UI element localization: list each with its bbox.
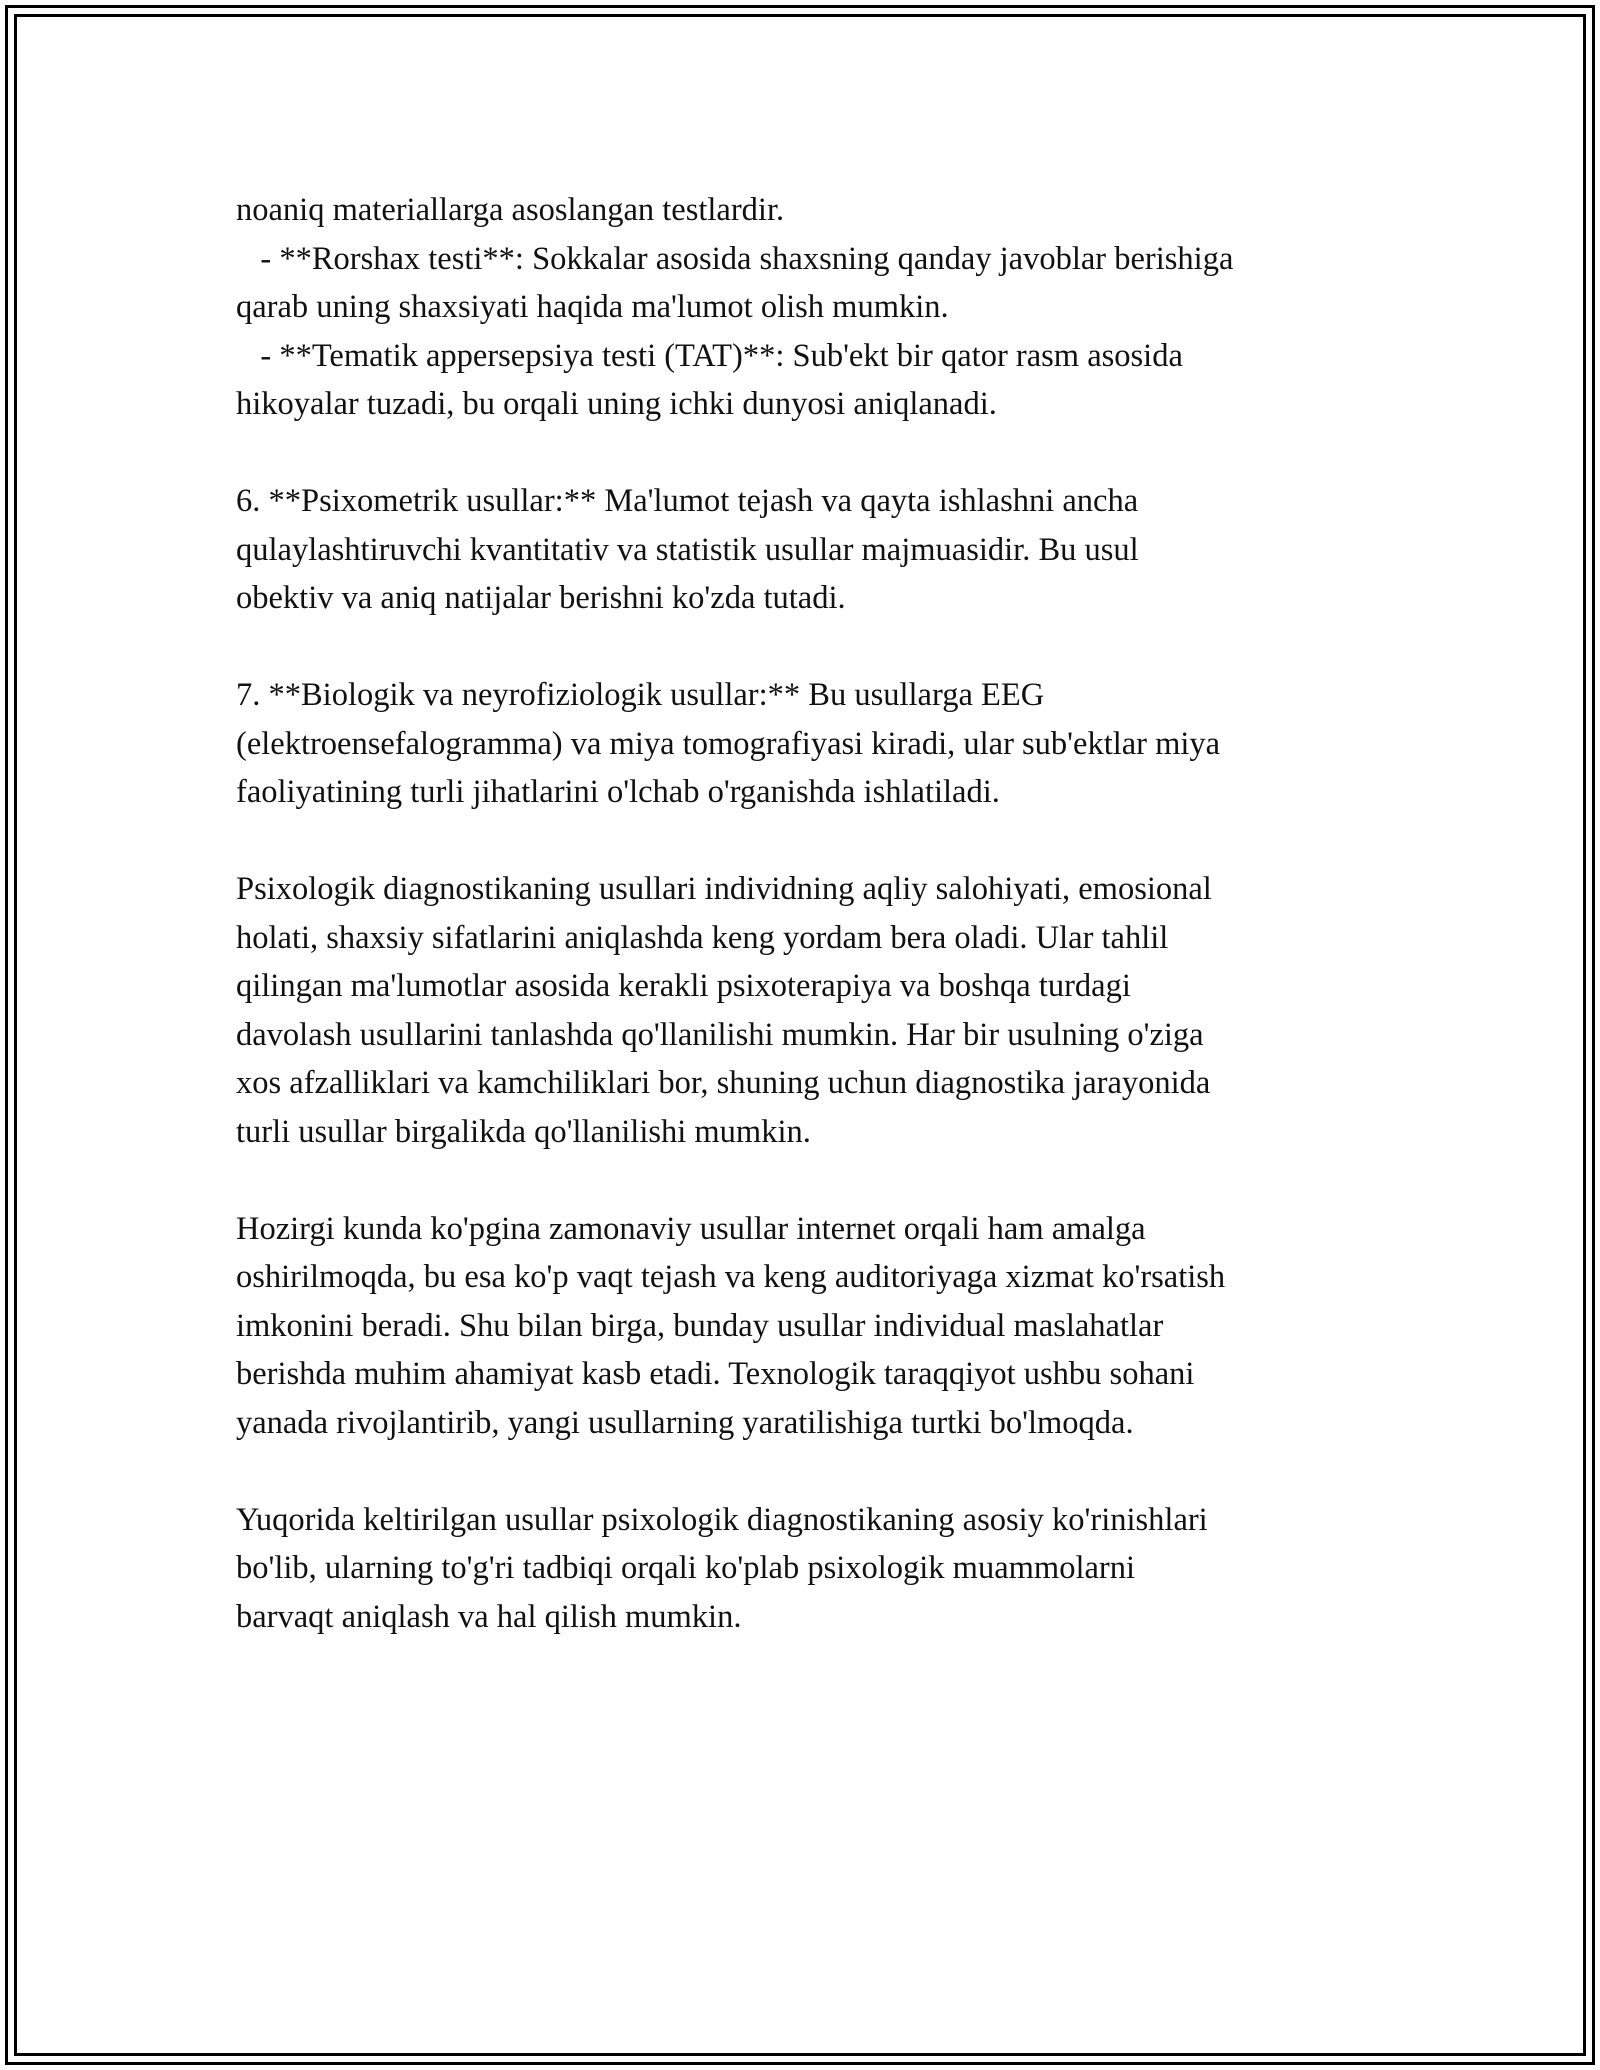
text-line: qulaylashtiruvchi kvantitativ va statistik usullar majmuasidir. Bu usul [236,531,1139,568]
text-line: imkonini beradi. Shu bilan birga, bunday usullar individual maslahatlar [236,1307,1164,1344]
paragraph-gap [236,1447,1376,1496]
text-line: noaniq materiallarga asoslangan testlardir. [236,192,785,228]
text-line: holati, shaxsiy sifatlarini aniqlashda keng yordam bera oladi. Ular tahlil [236,919,1169,956]
document-body [236,186,1376,1641]
text-line: xos afzalliklari va kamchiliklari bor, shuning uchun diagnostika jarayonida [236,1065,1211,1101]
paragraph-gap [236,429,1376,478]
text-line: yanada rivojlantirib, yangi usullarning yaratilishiga turtki bo'lmoqda. [236,1404,1134,1441]
text-line: - **Tematik appersepsiya testi (TAT)**: Sub'ekt bir qator rasm asosida [236,337,1183,374]
text-line: (elektroensefalogramma) va miya tomografiyasi kiradi, ular sub'ektlar miya [236,725,1221,762]
text-line: 7. **Biologik va neyrofiziologik usullar:** Bu usullarga EEG [236,677,1045,713]
paragraph-gap [236,817,1376,866]
text-line: qarab uning shaxsiyati haqida ma'lumot olish mumkin. [236,289,949,325]
paragraph-gap [236,623,1376,672]
text-line: Yuqorida keltirilgan usullar psixologik diagnostikaning asosiy ko'rinishlari [236,1501,1208,1538]
text-line: barvaqt aniqlash va hal qilish mumkin. [236,1598,742,1635]
text-line: Psixologik diagnostikaning usullari individning aqliy salohiyati, emosional [236,871,1212,907]
text-line: bo'lib, ularning to'g'ri tadbiqi orqali ko'plab psixologik muammolarni [236,1550,1136,1586]
text-line: faoliyatining turli jihatlarini o'lchab o'rganishda ishlatiladi. [236,774,1000,810]
text-line: berishda muhim ahamiyat kasb etadi. Texnologik taraqqiyot ushbu sohani [236,1356,1195,1392]
text-line: Hozirgi kunda ko'pgina zamonaviy usullar internet orqali ham amalga [236,1210,1146,1247]
text-line: hikoyalar tuzadi, bu orqali uning ichki dunyosi aniqlanadi. [236,386,997,422]
paragraph-gap [236,1156,1376,1205]
text-line: davolash usullarini tanlashda qo'llanilishi mumkin. Har bir usulning o'ziga [236,1016,1204,1053]
text-line: oshirilmoqda, bu esa ko'p vaqt tejash va keng auditoriyaga xizmat ko'rsatish [236,1259,1226,1295]
text-line: obektiv va aniq natijalar berishni ko'zda tutadi. [236,580,846,616]
text-line: turli usullar birgalikda qo'llanilishi mumkin. [236,1113,811,1150]
text-line: - **Rorshax testi**: Sokkalar asosida shaxsning qanday javoblar berishiga [236,240,1234,277]
text-line: 6. **Psixometrik usullar:** Ma'lumot tejash va qayta ishlashni ancha [236,483,1139,519]
text-line: qilingan ma'lumotlar asosida kerakli psixoterapiya va boshqa turdagi [236,968,1131,1004]
